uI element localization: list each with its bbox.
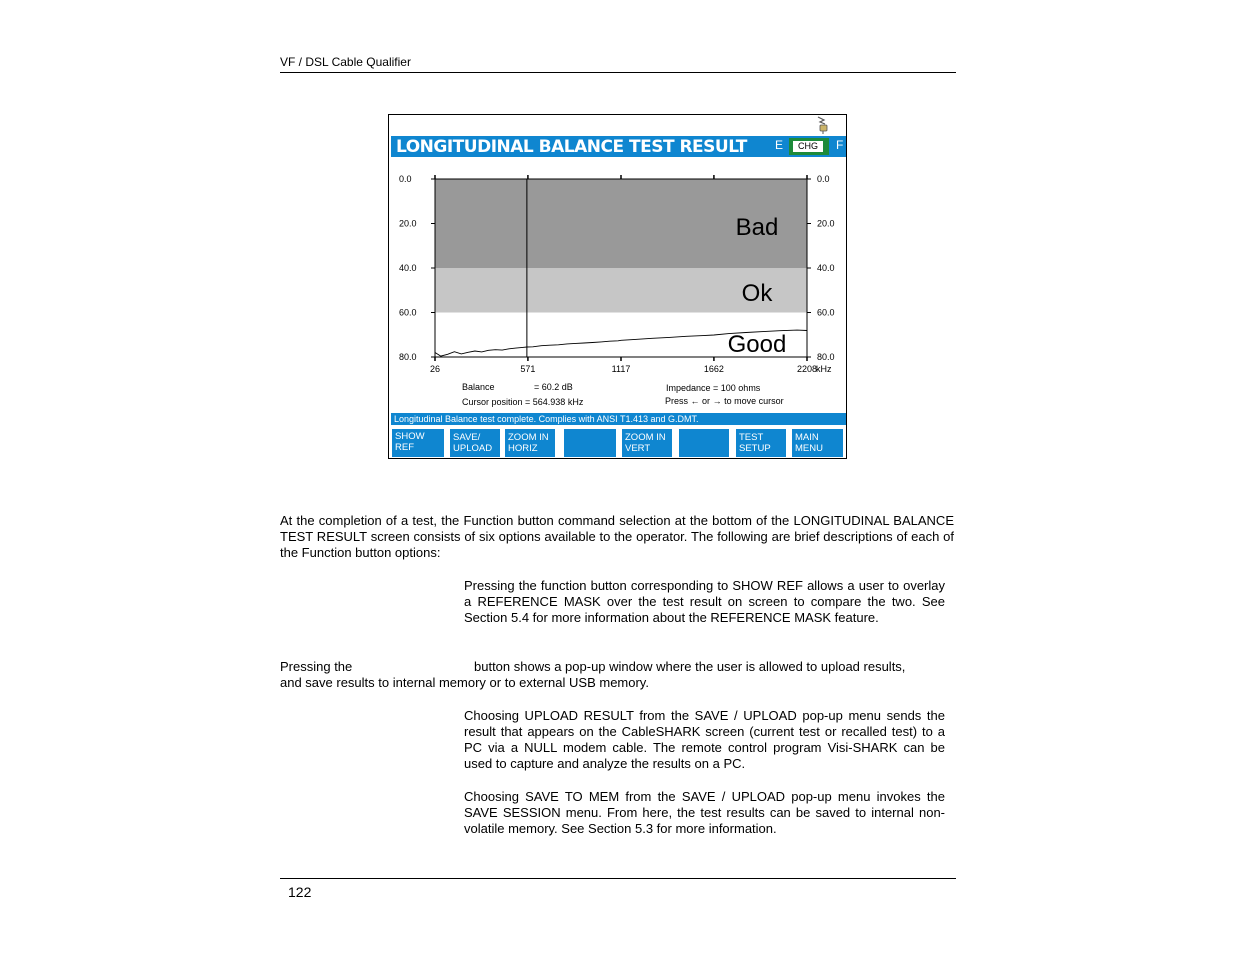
y-tick-label-right: 80.0 xyxy=(817,352,835,362)
press-text: Press xyxy=(665,396,689,406)
blank-function-button-1[interactable] xyxy=(564,429,616,457)
zoom-in-vert-button[interactable] xyxy=(622,429,672,457)
x-tick-label: 571 xyxy=(520,364,536,374)
balance-label: Balance xyxy=(462,382,495,392)
save-upload-button[interactable] xyxy=(450,429,500,457)
balance-chart xyxy=(389,115,846,415)
button-line2: VERT xyxy=(625,443,651,454)
or-text: or xyxy=(702,396,711,406)
save-to-mem-description: Choosing SAVE TO MEM from the SAVE / UPLOAD pop-up menu invokes the SAVE SESSION menu. From here, the test results can be saved to internal non-volatile memory. See Section 5.3 for more information. xyxy=(464,789,945,836)
save-upload-text-cont: and save results to internal memory or to external USB memory. xyxy=(280,675,649,690)
footer-rule xyxy=(280,878,956,879)
y-tick-label-right: 60.0 xyxy=(817,307,835,318)
button-line1: TEST xyxy=(739,432,764,443)
y-tick-label-left: 80.0 xyxy=(399,352,417,362)
upload-result-description: Choosing UPLOAD RESULT from the SAVE / UPLOAD pop-up menu sends the result that appears on the CableSHARK screen (current test or recalled test) to a PC via a NULL modem cable. The remote control program Visi-SHARK can be used to capture and analyze the results on a PC. xyxy=(464,708,945,771)
save-upload-intro: Pressing the xyxy=(280,659,353,674)
arrow-left-icon: ← xyxy=(690,396,700,406)
x-tick-label: 26 xyxy=(429,364,441,374)
button-line1: ZOOM IN xyxy=(508,432,549,443)
balance-value: = 60.2 dB xyxy=(534,382,573,392)
button-line1: SHOW xyxy=(395,431,425,442)
button-line2: SETUP xyxy=(739,443,771,454)
e-indicator: E xyxy=(775,138,784,152)
y-tick-label-left: 20.0 xyxy=(399,218,417,229)
button-line1: MAIN xyxy=(795,432,819,443)
cursor-position: Cursor position = 564.938 kHz xyxy=(462,397,584,407)
screen-title: LONGITUDINAL BALANCE TEST RESULT xyxy=(396,137,747,157)
cursor-hint xyxy=(665,396,784,406)
device-screen xyxy=(388,114,847,459)
x-tick-label: 1662 xyxy=(703,364,724,374)
button-line2: UPLOAD xyxy=(453,443,493,454)
x-tick-label: 2208 xyxy=(796,364,818,374)
button-line2: MENU xyxy=(795,443,823,454)
y-tick-label-right: 40.0 xyxy=(817,263,835,273)
page-number: 122 xyxy=(288,884,312,900)
button-line2: HORIZ xyxy=(508,443,538,454)
f-indicator: F xyxy=(836,138,844,152)
to-move-text: to move cursor xyxy=(724,396,784,406)
running-header: VF / DSL Cable Qualifier xyxy=(280,55,411,69)
blank-function-button-2[interactable] xyxy=(679,429,729,457)
main-menu-button[interactable] xyxy=(792,429,843,457)
x-tick-label: 1117 xyxy=(611,364,631,374)
button-line1: ZOOM IN xyxy=(625,432,666,443)
zoom-in-horiz-button[interactable] xyxy=(505,429,555,457)
impedance-readout: Impedance = 100 ohms xyxy=(666,383,761,393)
intro-paragraph: At the completion of a test, the Function button command selection at the bottom of the LONGITUDINAL BALANCE TEST RESULT screen consists of six options available to the operator. The following are brief descriptions of each of the Function button options: xyxy=(280,513,954,560)
y-tick-label-left: 60.0 xyxy=(399,307,417,318)
y-tick-label-right: 20.0 xyxy=(817,218,835,229)
x-unit-label: kHz xyxy=(816,364,832,374)
show-ref-button[interactable] xyxy=(392,429,444,457)
y-tick-label-left: 0.0 xyxy=(399,174,412,184)
zone-label-ok: Ok xyxy=(741,280,773,307)
charge-label: CHG xyxy=(793,141,823,152)
save-upload-text: button shows a pop-up window where the user is allowed to upload results, xyxy=(474,659,906,674)
zone-label-bad: Bad xyxy=(735,214,779,241)
status-bar: Longitudinal Balance test complete. Complies with ANSI T1.413 and G.DMT. xyxy=(391,413,846,425)
header-rule xyxy=(280,72,956,73)
button-line2: REF xyxy=(395,442,414,453)
button-line1: SAVE/ xyxy=(453,432,481,443)
test-setup-button[interactable] xyxy=(736,429,786,457)
show-ref-description: Pressing the function button corresponding to SHOW REF allows a user to overlay a REFERENCE MASK over the test result on screen to compare the two. See Section 5.4 for more information about the REFERENCE MASK feature. xyxy=(464,578,945,625)
y-tick-label-right: 0.0 xyxy=(817,174,830,184)
zone-label-good: Good xyxy=(727,331,787,358)
arrow-right-icon: → xyxy=(712,396,722,406)
y-tick-label-left: 40.0 xyxy=(399,263,417,273)
